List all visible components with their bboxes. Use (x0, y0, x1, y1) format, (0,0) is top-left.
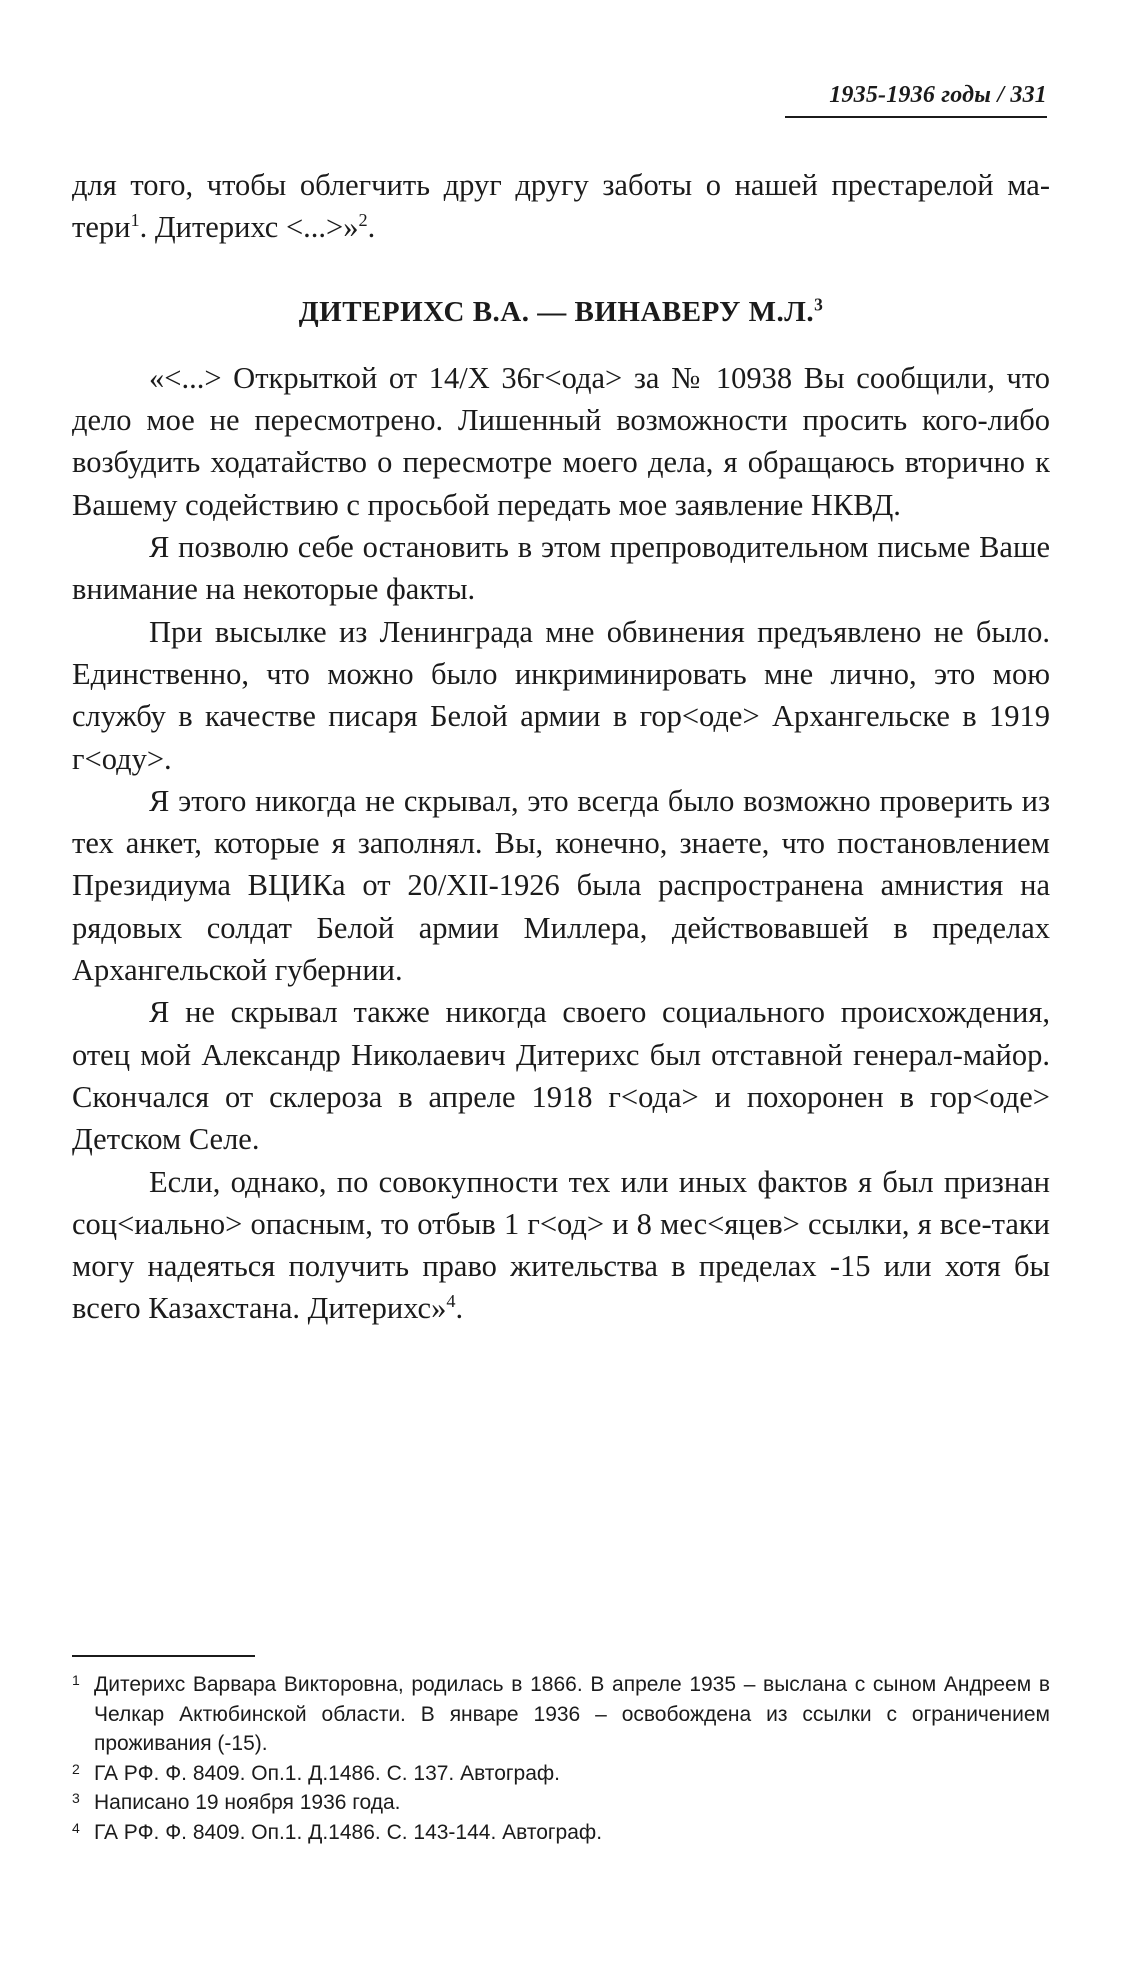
footnote-ref-4: 4 (446, 1291, 456, 1312)
footnote-text: Дитерихс Варвара Викторовна, родилась в 1866. В апреле 1935 – выслана с сыном Андреем в Челкар Актюбинской области. В январе 1936 – освобождена из ссылки с ограничением проживания (-15). (94, 1673, 1050, 1755)
paragraph: При высылке из Ленинграда мне обвинения предъявлено не было. Единственно, что можно было инкриминировать мне лично, это мою службу в качестве писаря Белой армии в гор<оде> Архангельске в 1919 г<оду>. (72, 614, 1050, 776)
footnotes (72, 1670, 1050, 1847)
last-paragraph-text: Если, однако, по совокупности тех или иных фактов я был признан соц<иально> опасным, то отбыв 1 г<од> и 8 мес<яцев> ссылки, я все-таки могу надеяться получить право жительства в пределах -15 или хотя бы всего Казахстана. Дитерихс» (72, 1164, 1050, 1326)
footnote-text: Написано 19 ноября 1936 года. (94, 1791, 401, 1814)
body-text (72, 164, 1050, 1330)
footnote-text: ГА РФ. Ф. 8409. Оп.1. Д.1486. С. 143-144. Автограф. (94, 1820, 603, 1844)
last-paragraph-end: . (455, 1291, 464, 1326)
heading-text: ДИТЕРИХС В.А. — ВИНАВЕРУ М.Л. (298, 295, 815, 328)
footnote (72, 1818, 1050, 1848)
footnote-ref-1: 1 (130, 210, 140, 231)
footnote-ref-2: 2 (358, 210, 368, 231)
continuation-text: для того, чтобы облегчить друг другу заботы о нашей престарелой ма-тери (72, 168, 1050, 245)
continuation-signature: . Дитерихс <...>» (139, 210, 359, 245)
running-head: 1935-1936 годы / 331 (829, 82, 1047, 108)
footnote (72, 1759, 1050, 1789)
paragraph: Я не скрывал также никогда своего социального происхождения, отец мой Александр Николаевич Дитерихс был отставной генерал-майор. Скончался от склероза в апреле 1918 г<ода> и похоронен в гор<оде> Детском Селе. (72, 995, 1050, 1157)
footnote-number: 3 (72, 1790, 80, 1806)
footnote (72, 1670, 1050, 1759)
footnote (72, 1788, 1050, 1818)
paragraph: Я этого никогда не скрывал, это всегда было возможно проверить из тех анкет, которые я заполнял. Вы, конечно, знаете, что постановлением Президиума ВЦИКа от 20/ХII-1926 была распространена амнистия на рядовых солдат Белой армии Миллера, действовавшей в пределах Архангельской губернии. (72, 783, 1050, 988)
footnote-number: 1 (72, 1672, 80, 1688)
continuation-end: . (367, 210, 376, 245)
paragraph: Я позволю себе остановить в этом препроводительном письме Ваше внимание на некоторые факты. (72, 530, 1050, 607)
footnote-text: ГА РФ. Ф. 8409. Оп.1. Д.1486. С. 137. Автограф. (94, 1761, 560, 1785)
footnote-number: 4 (72, 1819, 80, 1836)
footnote-number: 2 (72, 1760, 80, 1777)
footnote-separator (72, 1655, 255, 1657)
last-paragraph (72, 1161, 1050, 1330)
letter-heading (72, 291, 1050, 333)
running-head-rule (785, 116, 1047, 118)
footnote-ref-3: 3 (814, 293, 824, 314)
paragraph: «<...> Открыткой от 14/Х 36г<ода> за № 10938 Вы сообщили, что дело мое не пересмотрено. Лишенный возможности просить кого-либо возбудить ходатайство о пересмотре моего дела, я обращаюсь вторично к Вашему содействию с просьбой передать мое заявление НКВД. (72, 360, 1050, 522)
continuation-paragraph (72, 164, 1050, 249)
